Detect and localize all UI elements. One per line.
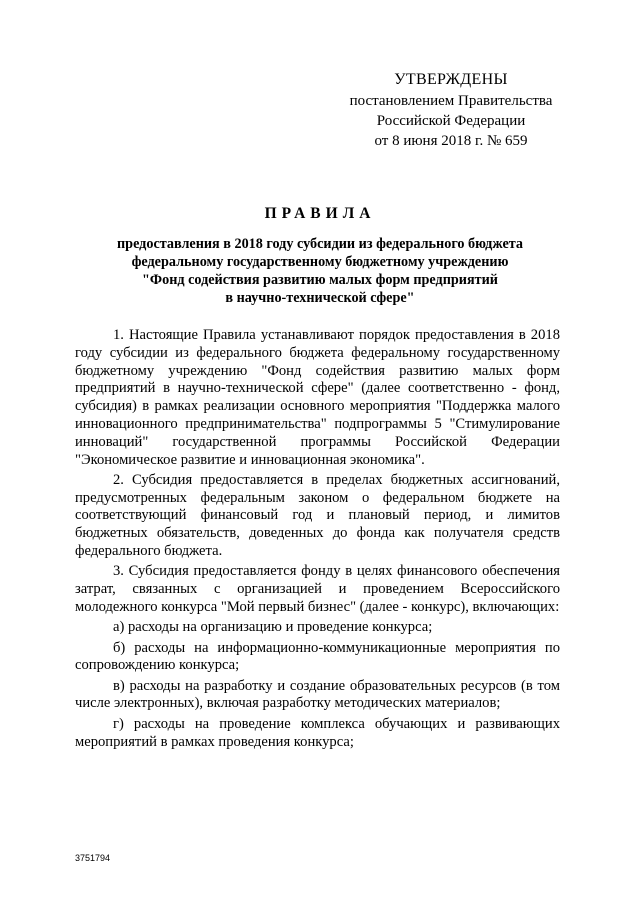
approval-heading: УТВЕРЖДЕНЫ (394, 71, 508, 88)
approval-line-2: Российской Федерации (376, 113, 526, 129)
paragraph-2: 2. Субсидия предоставляется в пределах бюджетных ассигнований, предусмотренных федеральным законом о федеральном бюджете на соответствующий финансовый год и плановый период, и лимитов бюджетных обязательств, доведенных до фонда как получателя средств федерального бюджета. (75, 471, 560, 560)
approval-line-1: постановлением Правительства (349, 93, 553, 109)
paragraph-3: 3. Субсидия предоставляется фонду в целях финансового обеспечения затрат, связанных с организацией и проведением Всероссийского молодежного конкурса "Мой первый бизнес" (далее - конкурс), включающих: (75, 563, 560, 615)
paragraph-3c: в) расходы на разработку и создание образовательных ресурсов (в том числе электронных), включая разработку методических материалов; (75, 677, 560, 712)
subtitle-line-2: федеральному государственному бюджетному учреждению (131, 254, 509, 270)
approval-block (318, 70, 584, 151)
subtitle-line-1: предоставления в 2018 году субсидии из федерального бюджета (117, 236, 523, 252)
paragraph-3a: а) расходы на организацию и проведение конкурса; (113, 619, 433, 636)
document-subtitle (75, 235, 565, 307)
document-title: ПРАВИЛА (264, 205, 376, 222)
subtitle-line-4: в научно-технической сфере" (225, 290, 415, 306)
document-body (75, 327, 560, 754)
paragraph-1: 1. Настоящие Правила устанавливают порядок предоставления в 2018 году субсидии из федерального бюджета федеральному государственному бюджетному учреждению "Фонд содействия развитию малых форм предприятий в научно-технической сфере" (далее соответственно - фонд, субсидия) в рамках реализации основного мероприятия "Поддержка малого инновационного предпринимательства" подпрограммы 5 "Стимулирование инноваций" государственной программы Российской Федерации "Экономическое развитие и инновационная экономика". (75, 327, 560, 468)
subtitle-line-3: "Фонд содействия развитию малых форм предприятий (142, 272, 498, 288)
document-number: 3751794 (75, 853, 111, 863)
approval-line-3: от 8 июня 2018 г. № 659 (374, 133, 528, 149)
paragraph-3d: г) расходы на проведение комплекса обучающих и развивающих мероприятий в рамках проведения конкурса; (75, 715, 560, 750)
paragraph-3b: б) расходы на информационно-коммуникационные мероприятия по сопровождению конкурса; (75, 639, 560, 674)
